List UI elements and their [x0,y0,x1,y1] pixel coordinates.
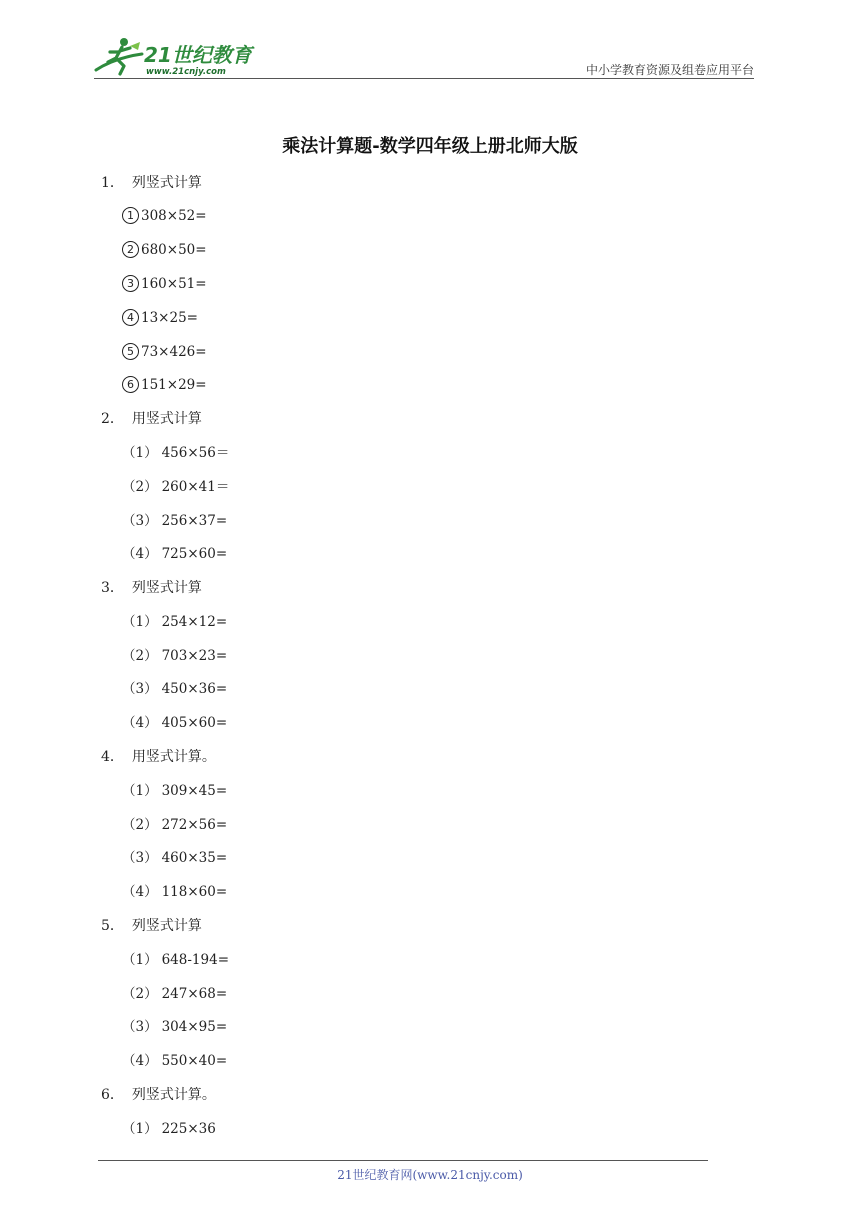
question-number: 1． [101,175,124,191]
expression: 550×40= [161,1053,228,1069]
question-5 [101,917,202,935]
expression: 304×95= [161,1019,228,1035]
question-2-item-2 [122,478,229,496]
item-label: （3） [122,681,158,697]
item-label: （2） [122,817,158,833]
logo-runner-icon [94,36,264,78]
expression: 450×36= [161,681,228,697]
question-4 [101,748,216,766]
question-5-item-2 [122,985,227,1003]
logo-url-text: www.21cnjy.com [146,67,226,77]
question-prompt: 列竖式计算。 [131,1087,216,1103]
question-1-item-1 [122,207,207,225]
question-1-item-4 [122,309,198,327]
question-6-item-1 [122,1120,216,1138]
item-label: （1） [122,614,158,630]
expression: 680×50= [141,242,207,258]
expression: 118×60= [161,884,228,900]
item-label: （1） [122,783,158,799]
question-1-item-5 [122,343,207,361]
item-label: （3） [122,850,158,866]
question-4-item-3 [122,849,227,867]
question-1 [101,174,202,192]
item-label: （4） [122,715,158,731]
question-2-item-1 [122,444,229,462]
item-label: （3） [122,513,158,529]
question-number: 3． [101,580,124,596]
question-1-item-6 [122,376,207,394]
expression: 13×25= [141,310,198,326]
expression: 308×52= [141,208,207,224]
circled-number: 6 [122,376,139,393]
question-5-item-3 [122,1018,227,1036]
logo-brand-text: 21世纪教育 [144,43,252,67]
header-divider [94,78,754,79]
expression: 405×60= [161,715,228,731]
expression: 151×29= [141,377,207,393]
item-label: （4） [122,546,158,562]
question-number: 2． [101,411,124,427]
question-3-item-4 [122,714,227,732]
circled-number: 3 [122,275,139,292]
expression: 725×60= [161,546,228,562]
question-3 [101,579,202,597]
question-prompt: 用竖式计算。 [131,749,216,765]
item-label: （2） [122,648,158,664]
item-label: （1） [122,445,158,461]
question-number: 4． [101,749,124,765]
question-number: 5． [101,918,124,934]
expression: 260×41＝ [161,479,230,495]
question-4-item-4 [122,883,227,901]
site-logo[interactable] [94,36,264,78]
expression: 254×12= [161,614,228,630]
question-2-item-4 [122,545,227,563]
item-label: （1） [122,952,158,968]
question-4-item-1 [122,782,227,800]
question-prompt: 用竖式计算 [131,411,202,427]
question-6 [101,1086,216,1104]
question-3-item-2 [122,647,227,665]
question-3-item-1 [122,613,227,631]
question-prompt: 列竖式计算 [131,918,202,934]
question-4-item-2 [122,816,227,834]
question-2 [101,410,202,428]
expression: 272×56= [161,817,228,833]
expression: 309×45= [161,783,228,799]
circled-number: 1 [122,207,139,224]
question-3-item-3 [122,680,227,698]
item-label: （2） [122,986,158,1002]
item-label: （4） [122,884,158,900]
question-5-item-4 [122,1052,227,1070]
page-title: 乘法计算题-数学四年级上册北师大版 [282,136,578,157]
expression: 648-194= [161,952,230,968]
expression: 247×68= [161,986,228,1002]
question-2-item-3 [122,512,227,530]
item-label: （4） [122,1053,158,1069]
expression: 160×51= [141,276,207,292]
expression: 460×35= [161,850,228,866]
expression: 703×23= [161,648,228,664]
circled-number: 5 [122,343,139,360]
question-number: 6． [101,1087,124,1103]
expression: 73×426= [141,344,207,360]
header-tagline: 中小学教育资源及组卷应用平台 [585,63,754,77]
item-label: （2） [122,479,158,495]
item-label: （3） [122,1019,158,1035]
question-5-item-1 [122,951,229,969]
question-1-item-3 [122,275,207,293]
expression: 225×36 [161,1121,216,1137]
circled-number: 4 [122,309,139,326]
footer-link[interactable]: 21世纪教育网(www.21cnjy.com) [337,1168,523,1182]
question-1-item-2 [122,241,207,259]
question-prompt: 列竖式计算 [131,580,202,596]
expression: 456×56＝ [161,445,230,461]
footer-divider [98,1160,708,1161]
question-prompt: 列竖式计算 [131,175,202,191]
expression: 256×37= [161,513,228,529]
circled-number: 2 [122,241,139,258]
item-label: （1） [122,1121,158,1137]
